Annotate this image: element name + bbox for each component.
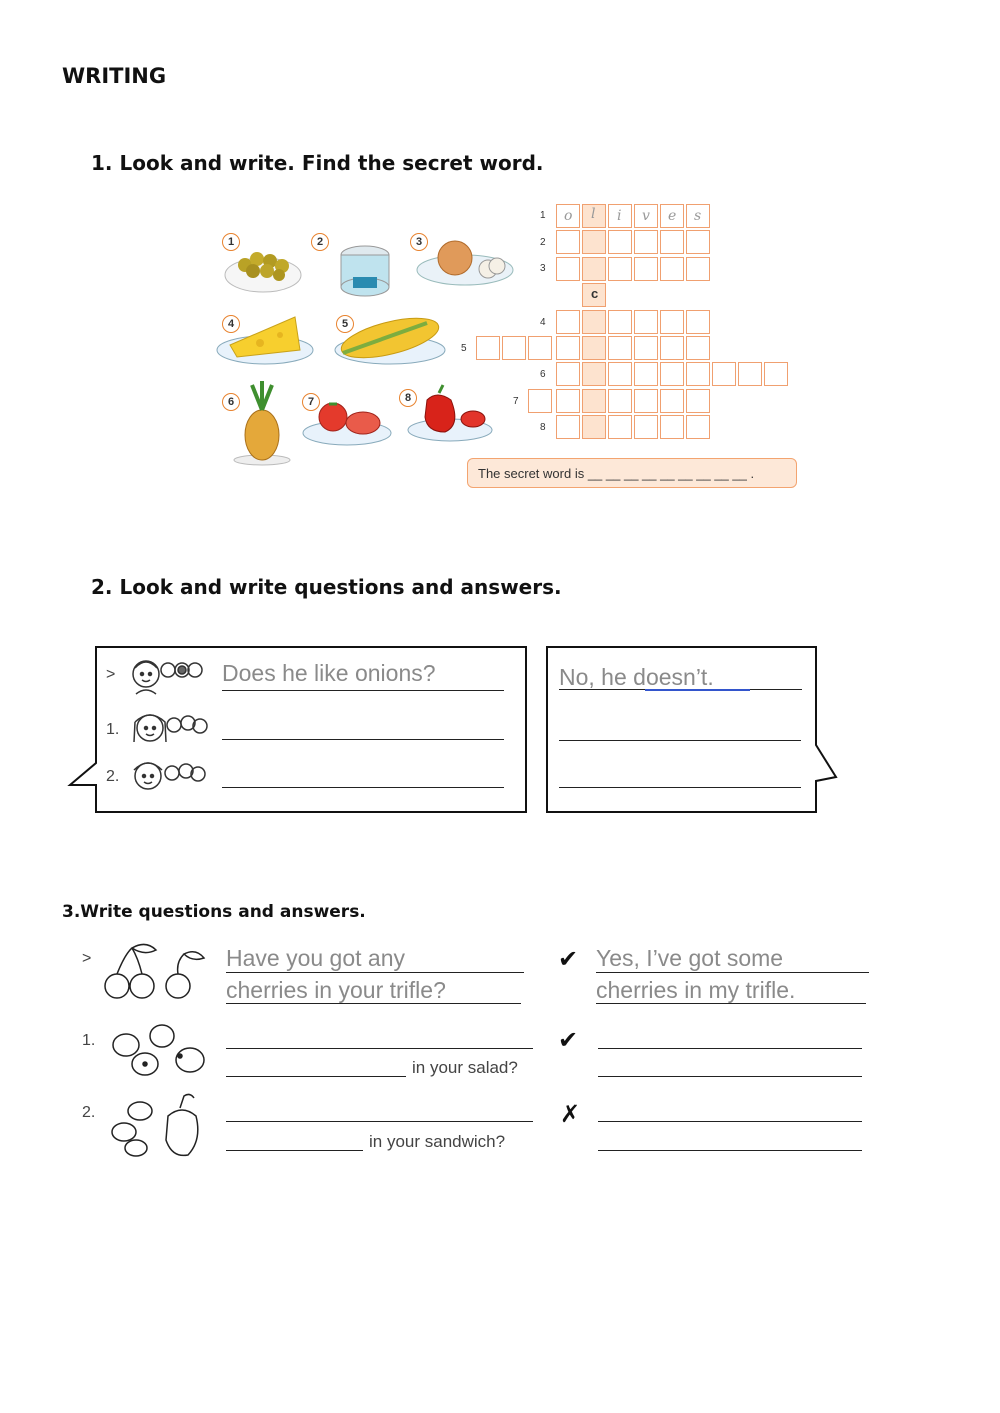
crossword-cell[interactable] (608, 336, 632, 360)
crossword-cell[interactable] (686, 362, 710, 386)
crossword-cell[interactable] (634, 389, 658, 413)
crossword-cell[interactable] (764, 362, 788, 386)
crossword-cell[interactable] (556, 310, 580, 334)
picture-number: 6 (222, 393, 240, 411)
answer-line-1b[interactable] (598, 1076, 862, 1077)
crossword-cell[interactable] (660, 362, 684, 386)
picture-number: 1 (222, 233, 240, 251)
crossword-cell[interactable] (634, 310, 658, 334)
crossword-cell[interactable] (686, 257, 710, 281)
crossword-key-cell[interactable] (582, 415, 606, 439)
olives-icon (113, 1025, 204, 1075)
example-answer-line-2: cherries in my trifle. (596, 977, 796, 1003)
crossword-cell[interactable] (476, 336, 500, 360)
answer-line-2a[interactable] (598, 1121, 862, 1122)
crossword-row-number: 8 (540, 422, 546, 433)
crossword-cell[interactable] (686, 336, 710, 360)
crossword-cell[interactable] (660, 257, 684, 281)
crossword-cell[interactable] (686, 415, 710, 439)
tuna-can-icon (341, 246, 389, 296)
tick-mark-icon: ✔ (558, 1026, 579, 1054)
answer-line-2b[interactable] (598, 1150, 862, 1151)
crossword-letter: l (591, 206, 596, 222)
crossword-key-cell[interactable] (582, 362, 606, 386)
example-question-line-1: Have you got any (226, 945, 406, 971)
picture-number: 3 (410, 233, 428, 251)
exercise-1-title: 1. Look and write. Find the secret word. (91, 151, 544, 175)
pepper-icon (112, 1094, 198, 1156)
question-line-1[interactable] (222, 739, 504, 740)
crossword-letter: e (668, 208, 677, 224)
item-marker: 1. (106, 721, 120, 738)
corn-icon (335, 310, 445, 365)
item-marker: > (106, 666, 116, 683)
crossword-row-number: 1 (540, 210, 546, 221)
picture-number: 5 (336, 315, 354, 333)
tick-mark-icon: ✔ (558, 945, 579, 973)
crossword-cell[interactable] (686, 230, 710, 254)
crossword-cell[interactable] (660, 230, 684, 254)
children-faces (126, 652, 216, 812)
crossword-cell[interactable] (634, 257, 658, 281)
example-question: Does he like onions? (222, 660, 436, 686)
onion-icon (417, 241, 513, 285)
question-line-1b[interactable] (226, 1076, 406, 1077)
crossword-cell[interactable] (634, 415, 658, 439)
question-line-2b[interactable] (226, 1150, 363, 1151)
crossword-key-cell[interactable] (582, 230, 606, 254)
crossword-cell[interactable] (556, 415, 580, 439)
crossword-cell[interactable] (660, 415, 684, 439)
salad-prompt: in your salad? (412, 1058, 518, 1077)
crossword-cell[interactable] (634, 336, 658, 360)
crossword-cell[interactable] (528, 389, 552, 413)
food-drawings (100, 940, 215, 1172)
crossword-cell[interactable] (608, 362, 632, 386)
crossword-cell[interactable] (660, 336, 684, 360)
item-marker: > (82, 950, 92, 967)
crossword-key-letter: c (591, 286, 599, 301)
crossword-row-number: 3 (540, 263, 546, 274)
food-illustrations (215, 195, 535, 475)
example-question-line-2: cherries in your trifle? (226, 977, 446, 1003)
cross-mark-icon: ✗ (560, 1100, 581, 1128)
cheese-icon (217, 317, 313, 364)
crossword-key-cell[interactable] (582, 389, 606, 413)
tomato-icon (303, 403, 391, 445)
answer-underline (645, 689, 750, 691)
crossword-cell[interactable] (608, 310, 632, 334)
crossword-cell[interactable] (634, 362, 658, 386)
crossword-letter: o (564, 208, 573, 224)
crossword-key-cell[interactable] (582, 310, 606, 334)
crossword-cell[interactable] (738, 362, 762, 386)
crossword-cell[interactable] (556, 362, 580, 386)
crossword-cell[interactable] (634, 230, 658, 254)
crossword-cell[interactable] (608, 389, 632, 413)
crossword-key-cell[interactable] (582, 257, 606, 281)
crossword-row-number: 6 (540, 369, 546, 380)
question-line-1a[interactable] (226, 1048, 533, 1049)
picture-number: 4 (222, 315, 240, 333)
sandwich-prompt: in your sandwich? (369, 1132, 506, 1151)
crossword-row-number: 2 (540, 237, 546, 248)
pineapple-icon (234, 381, 290, 465)
red-pepper-icon (408, 385, 492, 441)
crossword-cell[interactable] (528, 336, 552, 360)
picture-number: 8 (399, 389, 417, 407)
crossword-cell[interactable] (608, 415, 632, 439)
crossword-letter: i (617, 208, 622, 224)
crossword-row-number: 7 (513, 396, 519, 407)
crossword-cell[interactable] (502, 336, 526, 360)
picture-number: 7 (302, 393, 320, 411)
secret-word-box: The secret word is __ __ __ __ __ __ __ __ __ . (467, 458, 797, 488)
item-marker: 2. (82, 1104, 96, 1121)
crossword-row-number: 4 (540, 317, 546, 328)
crossword-cell[interactable] (556, 230, 580, 254)
girl-face-icon (134, 763, 205, 789)
olives-icon (225, 252, 301, 292)
crossword-cell[interactable] (608, 230, 632, 254)
crossword-letter: v (642, 208, 650, 224)
crossword-letter: s (694, 208, 702, 224)
crossword-key-cell[interactable] (582, 336, 606, 360)
boy-face-icon (133, 661, 202, 694)
answer-line-1a[interactable] (598, 1048, 862, 1049)
crossword-cell[interactable] (556, 389, 580, 413)
crossword-cell[interactable] (660, 310, 684, 334)
page-title: WRITING (62, 64, 167, 88)
picture-number: 2 (311, 233, 329, 251)
crossword-cell[interactable] (556, 336, 580, 360)
exercise-3-title: 3.Write questions and answers. (62, 902, 366, 922)
example-answer: No, he doesn’t. (559, 664, 714, 690)
crossword-cell[interactable] (712, 362, 736, 386)
question-line-2a[interactable] (226, 1121, 533, 1122)
item-marker: 1. (82, 1032, 96, 1049)
crossword-cell[interactable] (660, 389, 684, 413)
crossword-cell[interactable] (686, 310, 710, 334)
crossword-cell[interactable] (686, 389, 710, 413)
crossword-cell[interactable] (556, 257, 580, 281)
answer-line-2[interactable] (559, 787, 801, 788)
crossword-row-number: 5 (461, 343, 467, 354)
exercise-2-title: 2. Look and write questions and answers. (91, 575, 562, 599)
crossword-cell[interactable] (608, 257, 632, 281)
cherries-icon (105, 944, 204, 998)
example-answer-line-1: Yes, I’ve got some (596, 945, 784, 971)
answer-line-1[interactable] (559, 740, 801, 741)
girl-face-icon (134, 715, 207, 742)
question-line-2[interactable] (222, 787, 504, 788)
item-marker: 2. (106, 768, 120, 785)
